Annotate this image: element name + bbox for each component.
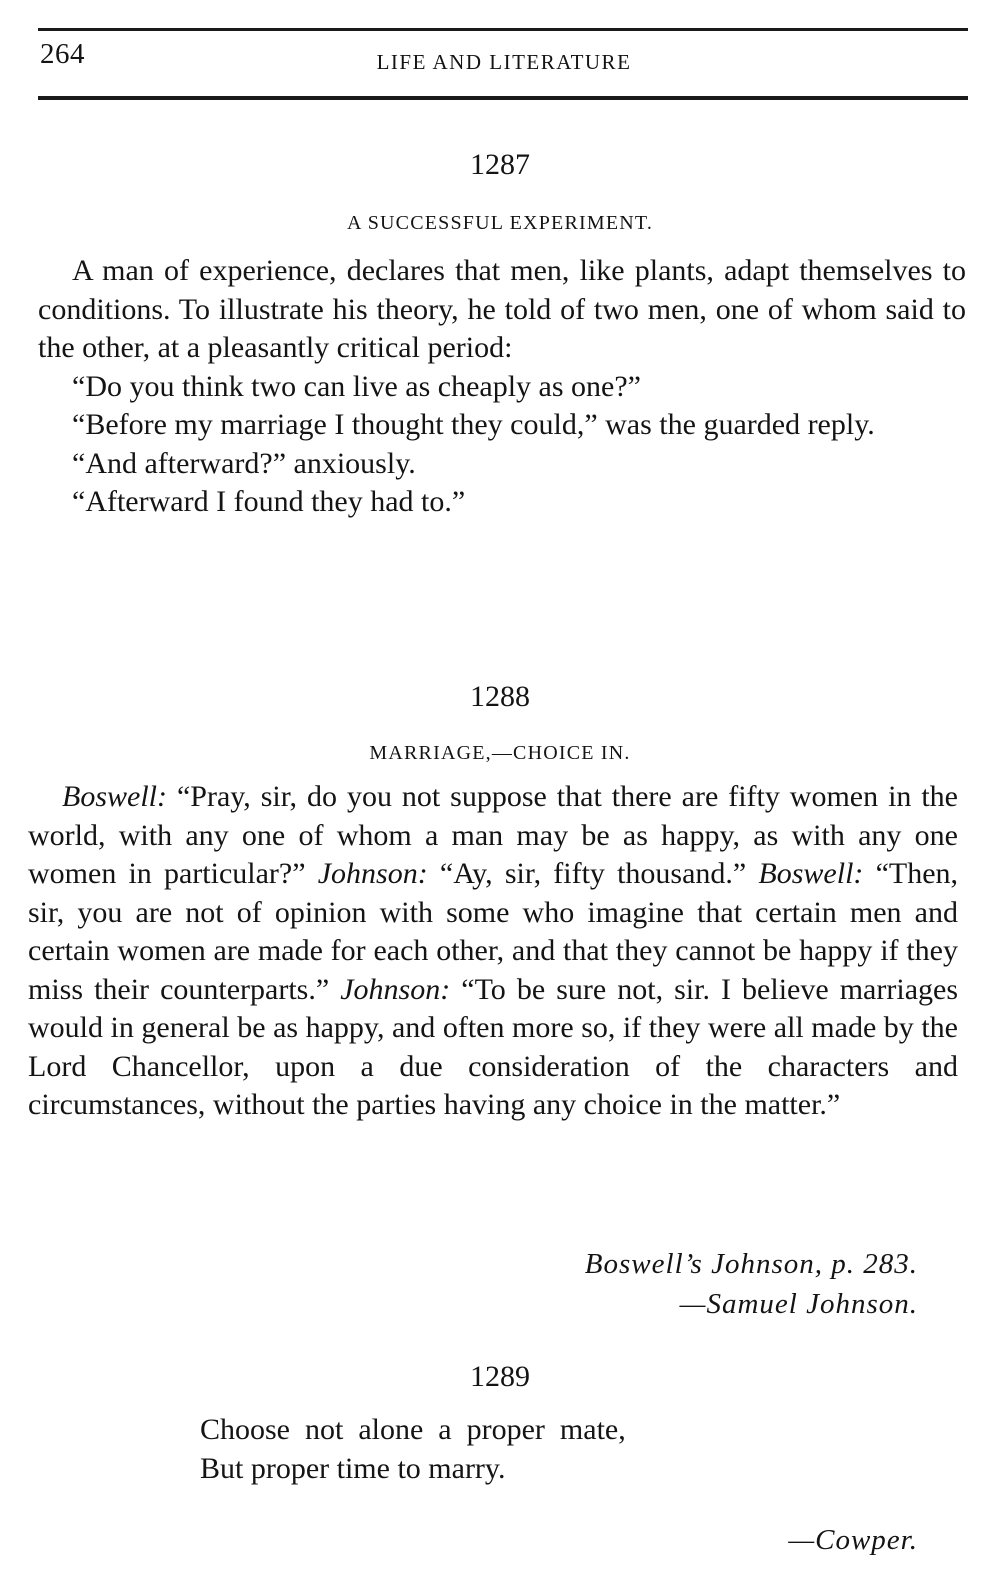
paragraph: A man of experience, declares that men, like plants, adapt themselves to conditions. To illustrate his theory, he told of two men, one of whom said to the other, at a pleasantly critical period: — [38, 254, 966, 364]
dialogue-paragraph — [28, 778, 958, 1125]
speaker-boswell: Boswell: — [758, 857, 864, 890]
dialogue-text: “Pray, sir, do you not suppose that there are fifty women in the world, with any one of whom a man may be as happy, as with any one women in particular?” — [28, 780, 959, 890]
entry-title-1288: MARRIAGE,—CHOICE IN. — [369, 742, 631, 764]
entry-body-1287 — [38, 252, 966, 522]
paragraph: “Afterward I found they had to.” — [72, 485, 466, 518]
entry-title-1287: A SUCCESSFUL EXPERIMENT. — [346, 212, 654, 234]
page-number: 264 — [40, 38, 85, 70]
top-rule — [38, 28, 968, 31]
speaker-boswell: Boswell: — [62, 780, 167, 813]
verse-line: Choose not alone a proper mate, — [200, 1413, 626, 1446]
paragraph: “Do you think two can live as cheaply as one?” — [72, 369, 641, 403]
entry-number-1288: 1288 — [470, 680, 530, 713]
author-attribution: —Samuel Johnson. — [679, 1288, 918, 1320]
paragraph: “And afterward?” anxiously. — [72, 446, 416, 480]
entry-number-1287: 1287 — [470, 148, 530, 181]
verse-line: But proper time to marry. — [200, 1452, 506, 1485]
verse — [200, 1410, 626, 1488]
source-citation: Boswell’s Johnson, p. 283. — [584, 1248, 918, 1280]
header-rule — [38, 96, 968, 100]
speaker-johnson: Johnson: — [317, 857, 428, 890]
dialogue-text: “To be sure not, sir. I believe marriages would in general be as happy, and often more so, if they were all made by the Lord Chancellor, upon a due consideration of the characters and circumstances, without the parties having any choice in the matter.” — [28, 972, 958, 1121]
dialogue-text: “Ay, sir, fifty thousand.” — [439, 857, 747, 890]
paragraph: “Before my marriage I thought they could,” was the guarded reply. — [72, 408, 875, 441]
speaker-johnson: Johnson: — [340, 972, 451, 1006]
running-head: LIFE AND LITERATURE — [376, 50, 632, 74]
entry-body-1288 — [28, 778, 958, 1125]
dialogue-text: “Then, sir, you are not of opinion with some who imagine that certain men and certain women are made for each other, and that they cannot be happy if they miss their counterparts.” — [28, 857, 959, 1006]
entry-number-1289: 1289 — [470, 1360, 530, 1393]
author-attribution: —Cowper. — [788, 1524, 918, 1556]
